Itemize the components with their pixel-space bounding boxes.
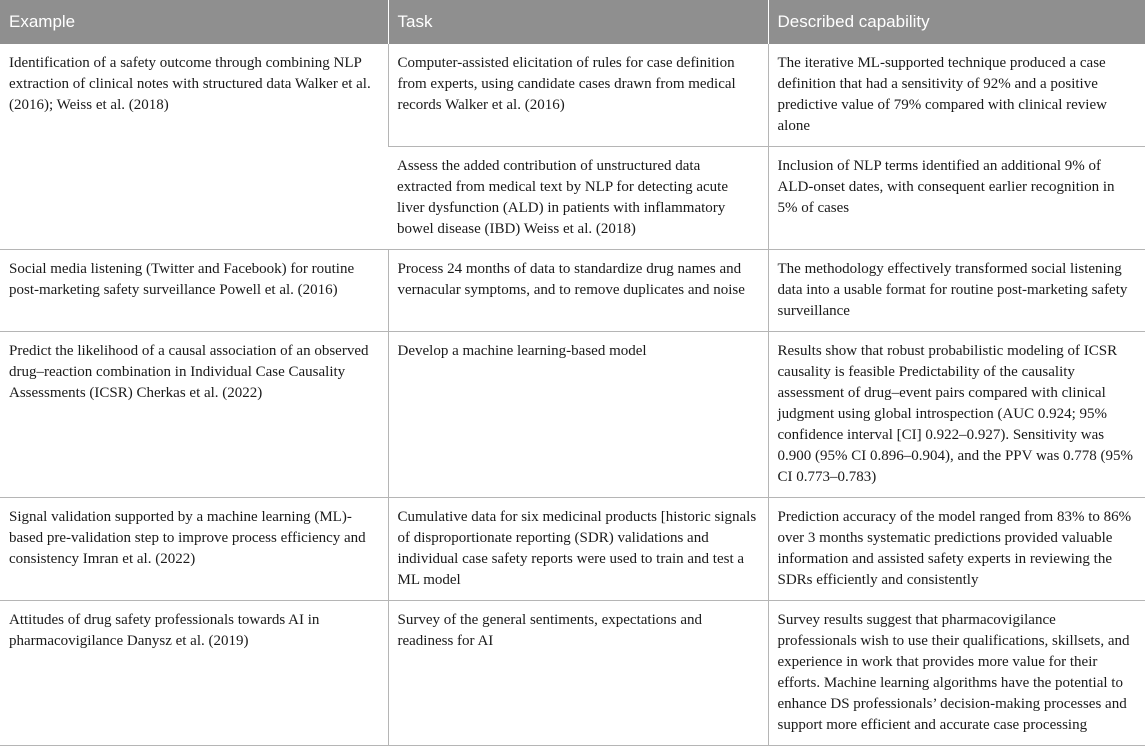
- table-row: [0, 498, 1145, 601]
- cell-task: Computer-assisted elicitation of rules for case definition from experts, using candidate cases drawn from medical records Walker et al. (2016): [388, 44, 768, 147]
- table-body: [0, 44, 1145, 746]
- cell-capability: Survey results suggest that pharmacovigilance professionals wish to use their qualifications, skillsets, and experience in work that provides more value for their efforts. Machine learning algorithms have the potential to enhance DS professionals’ decision-making processes and support more efficient and accurate case processing: [768, 601, 1145, 746]
- cell-example: Predict the likelihood of a causal association of an observed drug–reaction combination in Individual Case Causality Assessments (ICSR) Cherkas et al. (2022): [0, 332, 388, 498]
- cell-task: Process 24 months of data to standardize drug names and vernacular symptoms, and to remove duplicates and noise: [388, 250, 768, 332]
- cell-capability: The iterative ML-supported technique produced a case definition that had a sensitivity of 92% and a positive predictive value of 79% compared with clinical review alone: [768, 44, 1145, 147]
- cell-capability: Inclusion of NLP terms identified an additional 9% of ALD-onset dates, with consequent earlier recognition in 5% of cases: [768, 147, 1145, 250]
- table-row: [0, 44, 1145, 147]
- cell-task: Cumulative data for six medicinal products [historic signals of disproportionate reporting (SDR) validations and individual case safety reports were used to train and test a ML model: [388, 498, 768, 601]
- table-row: [0, 601, 1145, 746]
- cell-example: Signal validation supported by a machine learning (ML)-based pre-validation step to improve process efficiency and consistency Imran et al. (2022): [0, 498, 388, 601]
- cell-example: Attitudes of drug safety professionals towards AI in pharmacovigilance Danysz et al. (2019): [0, 601, 388, 746]
- cell-example: Social media listening (Twitter and Facebook) for routine post-marketing safety surveillance Powell et al. (2016): [0, 250, 388, 332]
- cell-capability: Prediction accuracy of the model ranged from 83% to 86% over 3 months systematic predictions provided valuable information and assisted safety experts in reviewing the SDRs efficiently and consistently: [768, 498, 1145, 601]
- table-header: [0, 0, 1145, 44]
- cell-task: Assess the added contribution of unstructured data extracted from medical text by NLP for detecting acute liver dysfunction (ALD) in patients with inflammatory bowel disease (IBD) Weiss et al. (2018): [388, 147, 768, 250]
- cell-capability: Results show that robust probabilistic modeling of ICSR causality is feasible Predictability of the causality assessment of drug–event pairs compared with clinical judgment using global introspection (AUC 0.924; 95% confidence interval [CI] 0.922–0.927). Sensitivity was 0.900 (95% CI 0.896–0.904), and the PPV was 0.778 (95% CI 0.773–0.783): [768, 332, 1145, 498]
- header-task: Task: [388, 0, 768, 44]
- cell-example: Identification of a safety outcome through combining NLP extraction of clinical notes with structured data Walker et al. (2016); Weiss et al. (2018): [0, 44, 388, 250]
- cell-task: Develop a machine learning-based model: [388, 332, 768, 498]
- cell-task: Survey of the general sentiments, expectations and readiness for AI: [388, 601, 768, 746]
- header-row: [0, 0, 1145, 44]
- table-row: [0, 250, 1145, 332]
- header-capability: Described capability: [768, 0, 1145, 44]
- table-row: [0, 332, 1145, 498]
- cell-capability: The methodology effectively transformed social listening data into a usable format for routine post-marketing safety surveillance: [768, 250, 1145, 332]
- header-example: Example: [0, 0, 388, 44]
